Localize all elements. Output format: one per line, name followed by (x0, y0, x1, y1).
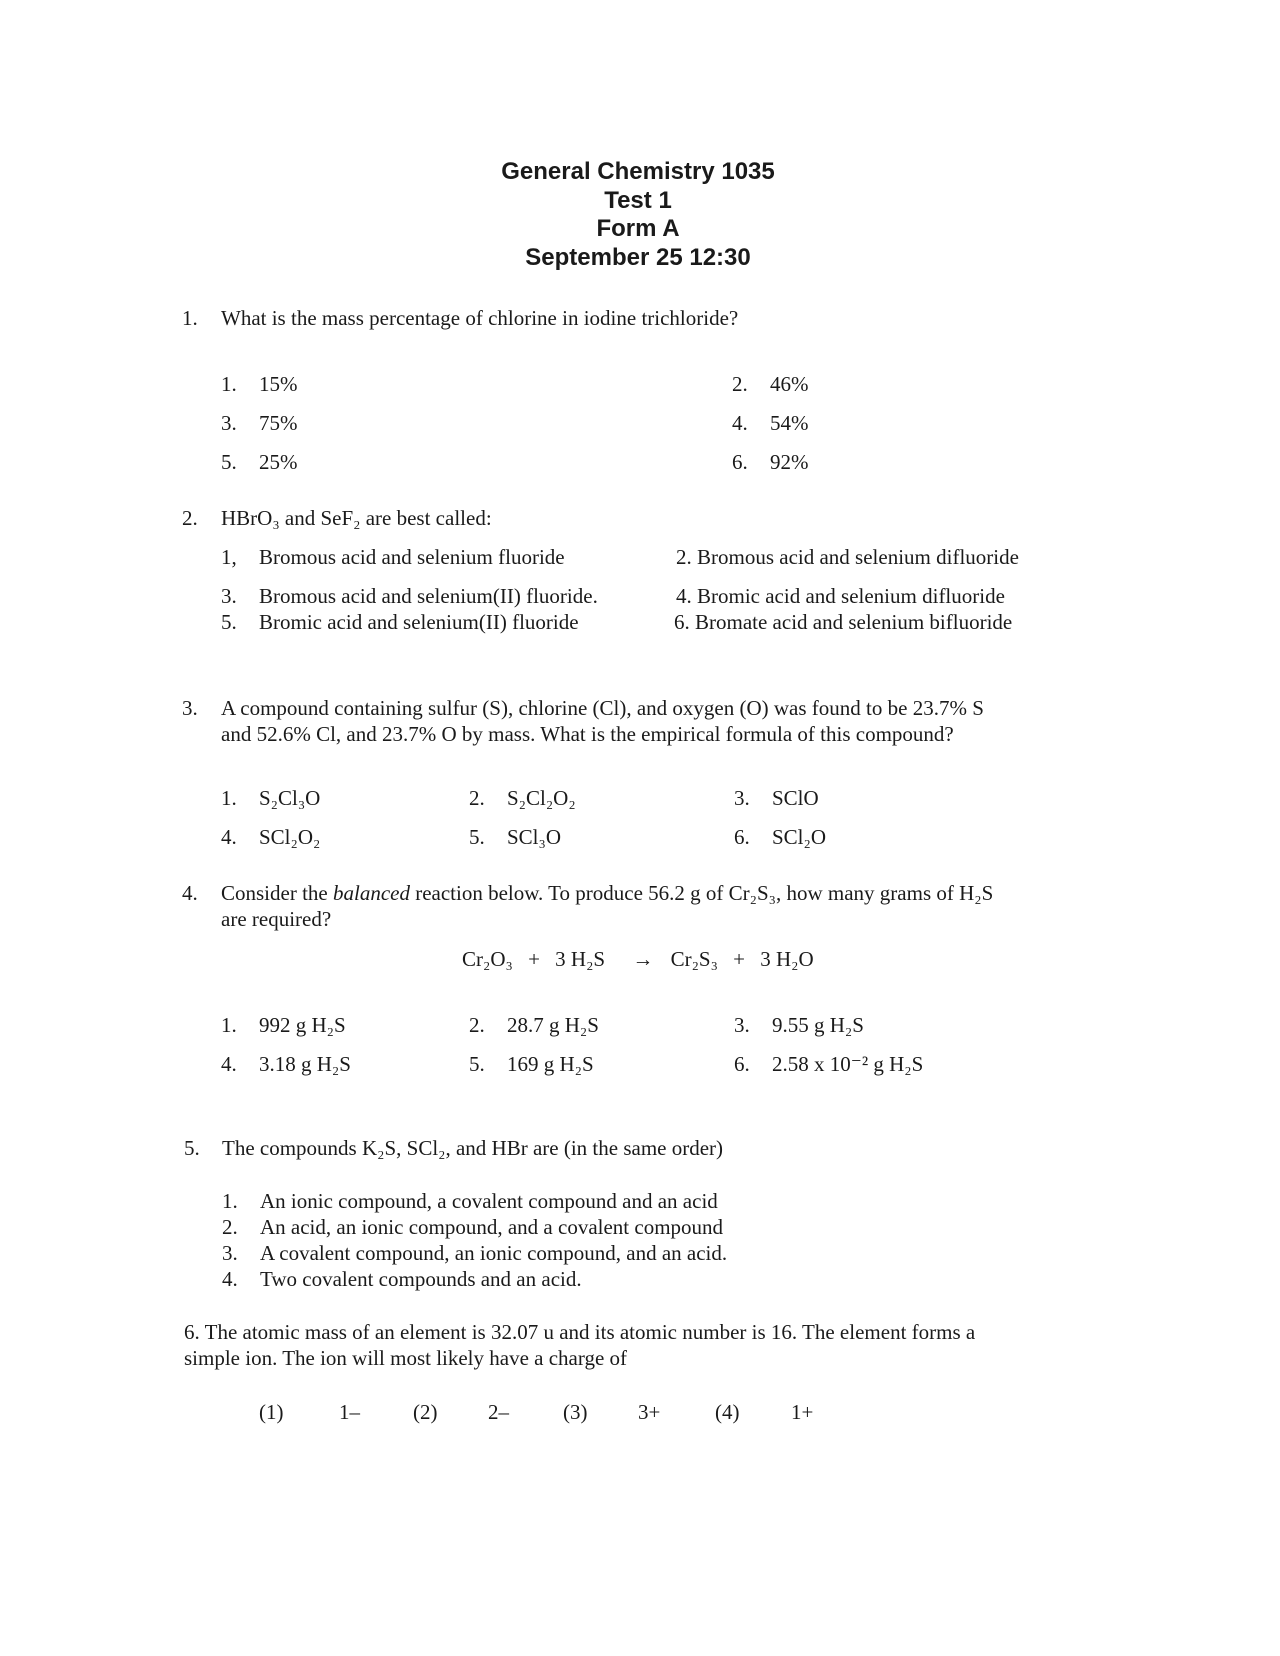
option-number: 5. (221, 610, 237, 634)
option-number: 5. (469, 1052, 485, 1076)
answer-option (221, 411, 298, 436)
option-text: 1+ (791, 1400, 814, 1424)
option-text: 75% (259, 411, 298, 435)
option-text: SCl₂O₂ (259, 825, 321, 849)
reaction-arrow: → (632, 947, 654, 971)
answer-option (221, 545, 565, 570)
option-number: 1. (222, 1189, 238, 1213)
answer-option (222, 1215, 723, 1240)
question-text-line-2: are required? (221, 907, 332, 931)
test-title: Test 1 (604, 186, 672, 214)
question-number: 3. (182, 696, 198, 720)
option-number: 2. (222, 1215, 238, 1239)
product-1: Cr₂S₃ (670, 947, 718, 971)
option-number: 1, (221, 545, 237, 569)
answer-option (676, 545, 1019, 570)
option-number: 6. (734, 1052, 750, 1076)
option-number: (2) (413, 1400, 438, 1424)
option-number: 4. (676, 584, 692, 608)
question-number: 4. (182, 881, 198, 905)
option-number: 3. (221, 584, 237, 608)
answer-option (734, 825, 826, 850)
option-number: 2. (676, 545, 692, 569)
option-number: 3. (221, 411, 237, 435)
option-text: S₂Cl₂O₂ (507, 786, 576, 810)
option-text: 15% (259, 372, 298, 396)
answer-option (222, 1189, 718, 1214)
question-number: 5. (184, 1136, 200, 1160)
answer-option (221, 584, 598, 609)
option-text: Bromous acid and selenium(II) fluoride. (259, 584, 598, 608)
option-text: 3.18 g H₂S (259, 1052, 351, 1076)
answer-option (469, 825, 561, 850)
answer-option (734, 1013, 864, 1038)
answer-option (221, 825, 320, 850)
answer-option (732, 372, 809, 397)
option-number: (4) (715, 1400, 740, 1424)
form-title: Form A (596, 215, 680, 242)
option-number: 6. (674, 610, 690, 634)
option-number: 2. (469, 786, 485, 810)
option-number: 4. (221, 825, 237, 849)
exam-header (0, 158, 1276, 272)
option-text: SCl₃O (507, 825, 562, 849)
option-number: 4. (221, 1052, 237, 1076)
option-number: 4. (732, 411, 748, 435)
option-text: 92% (770, 450, 809, 474)
exam-date: September 25 12:30 (525, 243, 751, 271)
option-text: Bromic acid and selenium(II) fluoride (259, 610, 579, 634)
option-number: 5. (469, 825, 485, 849)
answer-option (222, 1241, 727, 1266)
option-text: 46% (770, 372, 809, 396)
answer-option (221, 372, 298, 397)
option-text: 1– (339, 1400, 360, 1424)
answer-option (734, 1052, 923, 1077)
question-number: 2. (182, 506, 198, 530)
answer-option (221, 1052, 351, 1077)
emphasis-word: balanced (332, 881, 410, 905)
option-text: An ionic compound, a covalent compound and an acid (260, 1189, 718, 1213)
question-number: 1. (182, 306, 198, 330)
answer-option (732, 411, 809, 436)
answer-option (732, 450, 809, 475)
product-2: 3 H₂O (760, 947, 814, 971)
answer-option (469, 786, 576, 811)
plus-sign: + (528, 947, 540, 971)
answer-option (221, 1013, 346, 1038)
answer-option (674, 610, 1012, 635)
option-number: 3. (734, 1013, 750, 1037)
question-text-line-2: and 52.6% Cl, and 23.7% O by mass. What is the empirical formula of this compound? (221, 722, 954, 746)
option-number: 3. (222, 1241, 238, 1265)
option-number: 4. (222, 1267, 238, 1291)
option-text: Two covalent compounds and an acid. (260, 1267, 582, 1291)
chemical-equation (462, 947, 824, 972)
answer-option (734, 786, 819, 811)
option-number: (3) (563, 1400, 588, 1424)
option-number: 6. (732, 450, 748, 474)
option-number: 2. (732, 372, 748, 396)
option-text: An acid, an ionic compound, and a covalent compound (260, 1215, 724, 1239)
reactant-1: Cr₂O₃ (462, 947, 513, 971)
option-text: A covalent compound, an ionic compound, and an acid. (260, 1241, 728, 1265)
option-text: SCl₂O (772, 825, 827, 849)
option-number: 2. (469, 1013, 485, 1037)
answer-option (221, 786, 320, 811)
option-text: 9.55 g H₂S (772, 1013, 864, 1037)
question-text-line-1: 6. The atomic mass of an element is 32.07 u and its atomic number is 16. The element forms a (184, 1320, 976, 1344)
option-text: 3+ (638, 1400, 661, 1424)
plus-sign: + (733, 947, 745, 971)
option-text: 25% (259, 450, 298, 474)
option-text: S₂Cl₃O (259, 786, 321, 810)
option-text: 169 g H₂S (507, 1052, 594, 1076)
option-number: 1. (221, 1013, 237, 1037)
answer-option (221, 450, 298, 475)
option-number: (1) (259, 1400, 284, 1424)
option-text: Bromous acid and selenium difluoride (697, 545, 1019, 569)
option-number: 1. (221, 372, 237, 396)
answer-option (469, 1013, 599, 1038)
question-text-part: reaction below. To produce 56.2 g of Cr₂S₃, how many grams of H₂S (409, 881, 994, 905)
option-number: 3. (734, 786, 750, 810)
option-text: 28.7 g H₂S (507, 1013, 599, 1037)
option-number: 6. (734, 825, 750, 849)
option-number: 1. (221, 786, 237, 810)
answer-option (469, 1052, 594, 1077)
question-text-line-1: A compound containing sulfur (S), chlorine (Cl), and oxygen (O) was found to be 23.7% S (221, 696, 984, 720)
answer-option (222, 1267, 582, 1292)
option-text: Bromic acid and selenium difluoride (697, 584, 1005, 608)
option-text: Bromate acid and selenium bifluoride (695, 610, 1013, 634)
question-text: HBrO₃ and SeF₂ are best called: (221, 506, 492, 530)
option-number: 5. (221, 450, 237, 474)
reactant-2: 3 H₂S (555, 947, 606, 971)
option-text: 54% (770, 411, 809, 435)
option-text: Bromous acid and selenium fluoride (259, 545, 565, 569)
question-text: The compounds K₂S, SCl₂, and HBr are (in the same order) (222, 1136, 724, 1160)
course-title: General Chemistry 1035 (501, 158, 775, 185)
option-text: 992 g H₂S (259, 1013, 346, 1037)
answer-option (221, 610, 579, 635)
option-text: 2.58 x 10⁻² g H₂S (772, 1052, 924, 1076)
question-text-line-2: simple ion. The ion will most likely have a charge of (184, 1346, 628, 1370)
question-text: What is the mass percentage of chlorine in iodine trichloride? (221, 306, 739, 330)
question-text-line-1 (221, 881, 993, 906)
question-text-part: Consider the (221, 881, 333, 905)
option-text: 2– (488, 1400, 509, 1424)
answer-option (676, 584, 1005, 609)
option-text: SClO (772, 786, 819, 810)
